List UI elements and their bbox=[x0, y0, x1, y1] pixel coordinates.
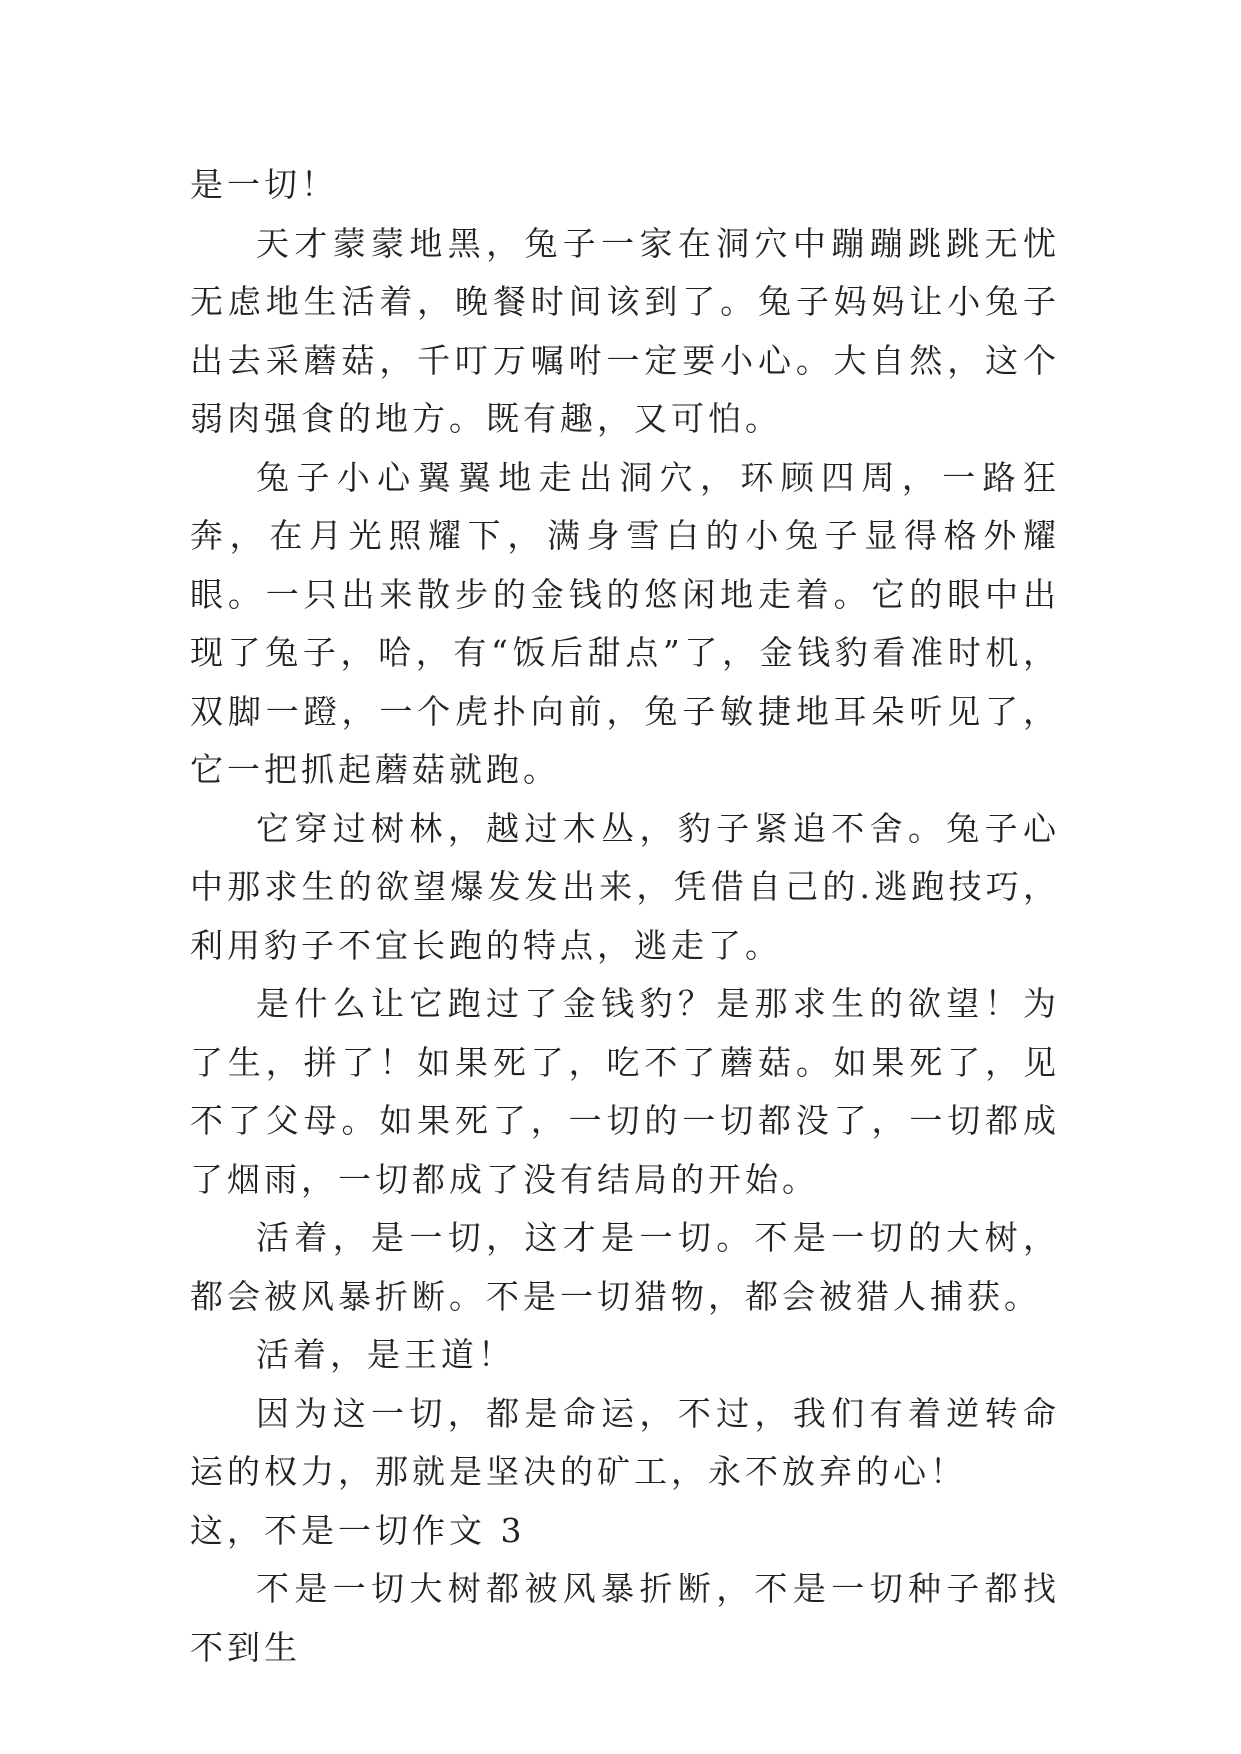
section-heading: 这，不是一切作文 3 bbox=[190, 1510, 526, 1550]
paragraph-final: 不是一切大树都被风暴折断，不是一切种子都找不到生 bbox=[190, 1569, 1060, 1667]
paragraph: 兔子小心翼翼地走出洞穴，环顾四周，一路狂奔，在月光照耀下，满身雪白的小兔子显得格外耀眼。一只出来散步的金钱的悠闲地走着。它的眼中出现了兔子，哈，有“饭后甜点”了，金钱豹看准时机，双脚一蹬，一个虎扑向前，兔子敏捷地耳朵听见了，它一把抓起蘑菇就跑。 bbox=[190, 457, 1060, 789]
paragraph: 活着，是一切，这才是一切。不是一切的大树，都会被风暴折断。不是一切猎物，都会被猎人捕获。 bbox=[190, 1218, 1060, 1316]
paragraph-continuation: 是一切！ bbox=[190, 165, 338, 204]
paragraph: 天才蒙蒙地黑，兔子一家在洞穴中蹦蹦跳跳无忧无虑地生活着，晚餐时间该到了。兔子妈妈让小兔子出去采蘑菇，千叮万嘱咐一定要小心。大自然，这个弱肉强食的地方。既有趣，又可怕。 bbox=[190, 223, 1060, 438]
paragraph: 活着，是王道！ bbox=[256, 1335, 515, 1374]
paragraph: 因为这一切，都是命运，不过，我们有着逆转命运的权力，那就是坚决的矿工，永不放弃的心！ bbox=[190, 1393, 1060, 1491]
paragraph: 是什么让它跑过了金钱豹？是那求生的欲望！为了生，拼了！如果死了，吃不了蘑菇。如果死了，见不了父母。如果死了，一切的一切都没了，一切都成了烟雨，一切都成了没有结局的开始。 bbox=[190, 984, 1060, 1199]
document-body bbox=[190, 156, 1060, 1677]
paragraph: 它穿过树林，越过木丛，豹子紧追不舍。兔子心中那求生的欲望爆发发出来，凭借自己的.逃跑技巧，利用豹子不宜长跑的特点，逃走了。 bbox=[190, 808, 1060, 965]
